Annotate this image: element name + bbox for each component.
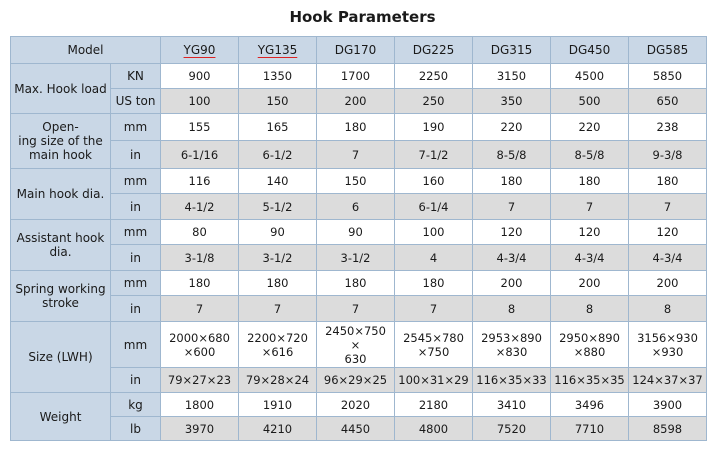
value-cell: 6-1/4: [395, 194, 473, 220]
value-cell: 140: [239, 169, 317, 194]
value-cell: 1700: [317, 64, 395, 89]
row-label-weight: Weight: [11, 393, 111, 441]
value-cell: 90: [317, 220, 395, 245]
value-cell: 116×35×35: [551, 368, 629, 393]
value-cell: 155: [161, 114, 239, 141]
unit-cell: mm: [111, 322, 161, 368]
value-cell: 3-1/2: [239, 245, 317, 271]
model-header-cell: DG225: [395, 37, 473, 64]
value-cell: 3496: [551, 393, 629, 417]
value-cell: 120: [629, 220, 707, 245]
value-cell: 7710: [551, 417, 629, 441]
value-cell: 100: [395, 220, 473, 245]
value-cell: 120: [473, 220, 551, 245]
value-cell: 2000×680 ×600: [161, 322, 239, 368]
value-cell: 7: [317, 296, 395, 322]
value-cell: 200: [629, 271, 707, 296]
value-cell: 220: [473, 114, 551, 141]
value-cell: 4-3/4: [473, 245, 551, 271]
table-row: [11, 114, 707, 141]
table-row: [11, 296, 707, 322]
row-label-spring-stroke: Spring working stroke: [11, 271, 111, 322]
value-cell: 6-1/2: [239, 141, 317, 169]
value-cell: 8-5/8: [551, 141, 629, 169]
value-cell: 4800: [395, 417, 473, 441]
value-cell: 80: [161, 220, 239, 245]
value-cell: 900: [161, 64, 239, 89]
value-cell: 7-1/2: [395, 141, 473, 169]
value-cell: 650: [629, 89, 707, 114]
value-cell: 180: [239, 271, 317, 296]
model-header-cell: DG170: [317, 37, 395, 64]
unit-cell: mm: [111, 114, 161, 141]
table-row: [11, 271, 707, 296]
value-cell: 7: [551, 194, 629, 220]
value-cell: 2950×890 ×880: [551, 322, 629, 368]
table-row: [11, 89, 707, 114]
value-cell: 6-1/16: [161, 141, 239, 169]
table-row: [11, 169, 707, 194]
value-cell: 160: [395, 169, 473, 194]
value-cell: 180: [551, 169, 629, 194]
model-header-cell: DG315: [473, 37, 551, 64]
table-row: [11, 194, 707, 220]
value-cell: 8: [551, 296, 629, 322]
unit-cell: mm: [111, 220, 161, 245]
value-cell: 2953×890 ×830: [473, 322, 551, 368]
value-cell: 116: [161, 169, 239, 194]
unit-cell: US ton: [111, 89, 161, 114]
value-cell: 180: [473, 169, 551, 194]
value-cell: 3156×930 ×930: [629, 322, 707, 368]
row-label-main-hook-dia: Main hook dia.: [11, 169, 111, 220]
value-cell: 90: [239, 220, 317, 245]
value-cell: 200: [473, 271, 551, 296]
value-cell: 79×28×24: [239, 368, 317, 393]
value-cell: 100: [161, 89, 239, 114]
value-cell: 220: [551, 114, 629, 141]
header-row: [11, 37, 707, 64]
unit-cell: mm: [111, 271, 161, 296]
value-cell: 150: [317, 169, 395, 194]
row-label-hook-load: Max. Hook load: [11, 64, 111, 114]
model-header-cell: YG90: [161, 37, 239, 64]
table-row: [11, 368, 707, 393]
value-cell: 4500: [551, 64, 629, 89]
value-cell: 3970: [161, 417, 239, 441]
row-label-size: Size (LWH): [11, 322, 111, 393]
value-cell: 180: [629, 169, 707, 194]
value-cell: 4: [395, 245, 473, 271]
table-row: [11, 245, 707, 271]
value-cell: 238: [629, 114, 707, 141]
value-cell: 4-3/4: [551, 245, 629, 271]
value-cell: 7520: [473, 417, 551, 441]
value-cell: 100×31×29: [395, 368, 473, 393]
value-cell: 180: [161, 271, 239, 296]
table-row: [11, 417, 707, 441]
value-cell: 2250: [395, 64, 473, 89]
model-header-cell: DG585: [629, 37, 707, 64]
table-row: [11, 322, 707, 368]
value-cell: 190: [395, 114, 473, 141]
unit-cell: in: [111, 245, 161, 271]
value-cell: 500: [551, 89, 629, 114]
value-cell: 4-1/2: [161, 194, 239, 220]
value-cell: 180: [395, 271, 473, 296]
value-cell: 5-1/2: [239, 194, 317, 220]
value-cell: 9-3/8: [629, 141, 707, 169]
value-cell: 6: [317, 194, 395, 220]
value-cell: 1910: [239, 393, 317, 417]
value-cell: 79×27×23: [161, 368, 239, 393]
value-cell: 5850: [629, 64, 707, 89]
value-cell: 2200×720 ×616: [239, 322, 317, 368]
value-cell: 165: [239, 114, 317, 141]
unit-cell: in: [111, 368, 161, 393]
value-cell: 2180: [395, 393, 473, 417]
value-cell: 7: [317, 141, 395, 169]
value-cell: 7: [161, 296, 239, 322]
unit-cell: in: [111, 296, 161, 322]
table-title: Hook Parameters: [289, 8, 436, 26]
unit-cell: mm: [111, 169, 161, 194]
value-cell: 3150: [473, 64, 551, 89]
value-cell: 1800: [161, 393, 239, 417]
value-cell: 7: [473, 194, 551, 220]
value-cell: 7: [239, 296, 317, 322]
unit-cell: KN: [111, 64, 161, 89]
value-cell: 2545×780 ×750: [395, 322, 473, 368]
value-cell: 8-5/8: [473, 141, 551, 169]
unit-cell: lb: [111, 417, 161, 441]
value-cell: 4-3/4: [629, 245, 707, 271]
value-cell: 150: [239, 89, 317, 114]
value-cell: 180: [317, 114, 395, 141]
unit-cell: kg: [111, 393, 161, 417]
value-cell: 8598: [629, 417, 707, 441]
value-cell: 180: [317, 271, 395, 296]
value-cell: 116×35×33: [473, 368, 551, 393]
value-cell: 120: [551, 220, 629, 245]
unit-cell: in: [111, 141, 161, 169]
value-cell: 3-1/8: [161, 245, 239, 271]
value-cell: 2450×750 × 630: [317, 322, 395, 368]
table-row: [11, 64, 707, 89]
row-label-opening-size: Open- ing size of the main hook: [11, 114, 111, 169]
value-cell: 250: [395, 89, 473, 114]
model-header-cell: DG450: [551, 37, 629, 64]
value-cell: 200: [551, 271, 629, 296]
model-header: Model: [11, 37, 161, 64]
table-row: [11, 393, 707, 417]
hook-parameters-table: [10, 36, 707, 441]
table-row: [11, 141, 707, 169]
table-row: [11, 220, 707, 245]
value-cell: 3410: [473, 393, 551, 417]
value-cell: 2020: [317, 393, 395, 417]
value-cell: 200: [317, 89, 395, 114]
value-cell: 7: [629, 194, 707, 220]
row-label-assistant-hook-dia: Assistant hook dia.: [11, 220, 111, 271]
value-cell: 7: [395, 296, 473, 322]
value-cell: 1350: [239, 64, 317, 89]
value-cell: 8: [473, 296, 551, 322]
value-cell: 3-1/2: [317, 245, 395, 271]
value-cell: 96×29×25: [317, 368, 395, 393]
value-cell: 4450: [317, 417, 395, 441]
unit-cell: in: [111, 194, 161, 220]
value-cell: 4210: [239, 417, 317, 441]
value-cell: 8: [629, 296, 707, 322]
value-cell: 3900: [629, 393, 707, 417]
value-cell: 124×37×37: [629, 368, 707, 393]
value-cell: 350: [473, 89, 551, 114]
model-header-cell: YG135: [239, 37, 317, 64]
